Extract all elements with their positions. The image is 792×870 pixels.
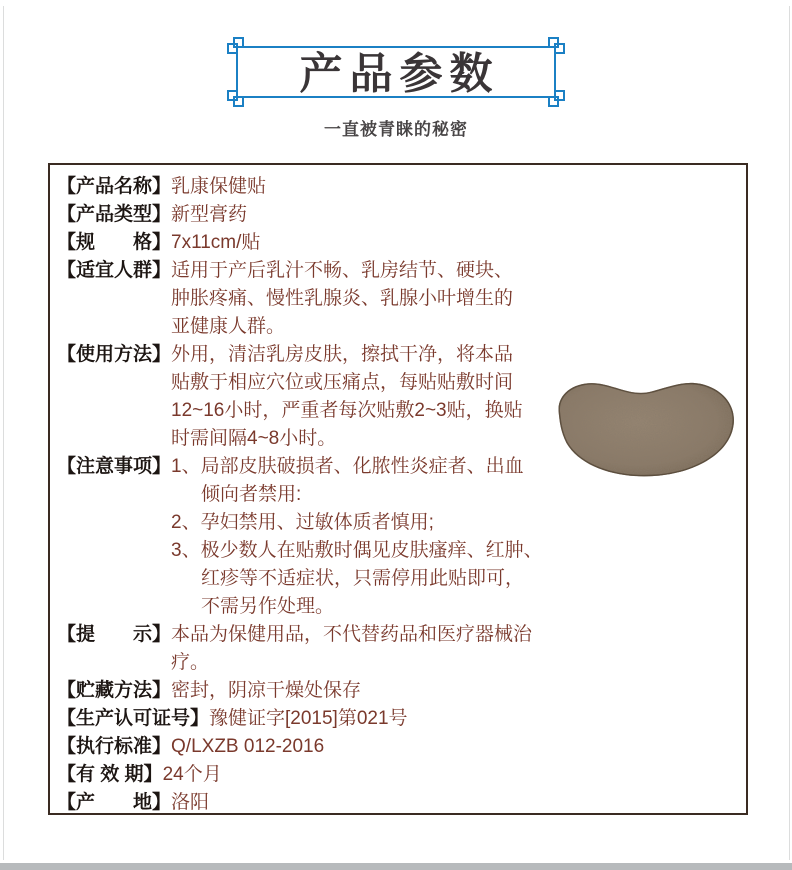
spec-value-line: 不需另作处理。: [201, 596, 335, 617]
spec-row: [57, 705, 740, 733]
spec-label: 【生产认可证号】: [57, 708, 210, 729]
spec-box: [48, 163, 748, 815]
spec-label: 【产 地】: [57, 792, 172, 813]
spec-label: 【规 格】: [57, 232, 172, 253]
spec-label: 【适宜人群】: [57, 260, 172, 281]
spec-row: [57, 677, 740, 705]
spec-row: [57, 789, 740, 817]
plaster-patch-image: [543, 361, 743, 483]
page-edge-bottom: [0, 863, 792, 870]
spec-value-line: 洛阳: [171, 792, 210, 813]
spec-row: [57, 173, 740, 201]
spec-row: [57, 201, 740, 229]
spec-label: 【产品名称】: [57, 176, 172, 197]
spec-value: [171, 677, 740, 705]
spec-value-line: 肿胀疼痛、慢性乳腺炎、乳腺小叶增生的: [171, 288, 514, 309]
spec-value-line: 红疹等不适症状，只需停用此贴即可，: [201, 568, 525, 589]
spec-value-line: 倾向者禁用:: [201, 484, 302, 505]
spec-label: 【有 效 期】: [57, 764, 163, 785]
spec-value-line: 7x11cm/贴: [171, 232, 261, 253]
spec-value-line: 3、极少数人在贴敷时偶见皮肤瘙痒、红肿、: [171, 540, 543, 561]
spec-row: [57, 621, 740, 677]
spec-value-line: 豫健证字[2015]第021号: [209, 708, 408, 729]
spec-row: [57, 733, 740, 761]
spec-label: 【贮藏方法】: [57, 680, 172, 701]
spec-row: [57, 229, 740, 257]
spec-value: [171, 789, 740, 817]
spec-value: [171, 733, 740, 761]
spec-value-line: 密封，阴凉干燥处保存: [171, 680, 362, 701]
spec-value-line: 2、孕妇禁用、过敏体质者慎用;: [171, 512, 434, 533]
spec-value-line: 亚健康人群。: [171, 316, 286, 337]
spec-value: [163, 761, 740, 789]
spec-value-line: 新型膏药: [171, 204, 248, 225]
spec-label: 【使用方法】: [57, 344, 172, 365]
spec-row: [57, 257, 740, 341]
spec-value-line: Q/LXZB 012-2016: [171, 736, 325, 757]
page-subtitle: 一直被青睐的秘密: [324, 120, 468, 139]
spec-value-line: 1、局部皮肤破损者、化脓性炎症者、出血: [171, 456, 524, 477]
spec-value-line: 本品为保健用品，不代替药品和医疗器械治: [171, 624, 533, 645]
title-frame: [226, 36, 566, 108]
spec-label: 【注意事项】: [57, 456, 172, 477]
spec-value-line: 时需间隔4~8小时。: [171, 428, 337, 449]
header: [0, 0, 792, 140]
spec-value-line: 疗。: [171, 652, 210, 673]
spec-value-line: 乳康保健贴: [171, 176, 267, 197]
spec-value-line: 贴敷于相应穴位或压痛点，每贴贴敷时间: [171, 372, 514, 393]
spec-value-line: 外用，清洁乳房皮肤，擦拭干净，将本品: [171, 344, 514, 365]
spec-label: 【提 示】: [57, 624, 172, 645]
spec-label: 【执行标准】: [57, 736, 172, 757]
spec-value-line: 适用于产后乳汁不畅、乳房结节、硬块、: [171, 260, 514, 281]
spec-value: [171, 257, 740, 341]
spec-value-line: 24个月: [162, 764, 222, 785]
spec-value-line: 12~16小时，严重者每次贴敷2~3贴，换贴: [171, 400, 523, 421]
spec-row: [57, 761, 740, 789]
spec-value: [171, 201, 740, 229]
spec-label: 【产品类型】: [57, 204, 172, 225]
spec-value: [171, 173, 740, 201]
spec-value: [209, 705, 740, 733]
spec-value: [171, 229, 740, 257]
spec-value: [171, 621, 740, 677]
spec-list: [57, 173, 740, 817]
page-title: 产品参数: [299, 51, 500, 99]
